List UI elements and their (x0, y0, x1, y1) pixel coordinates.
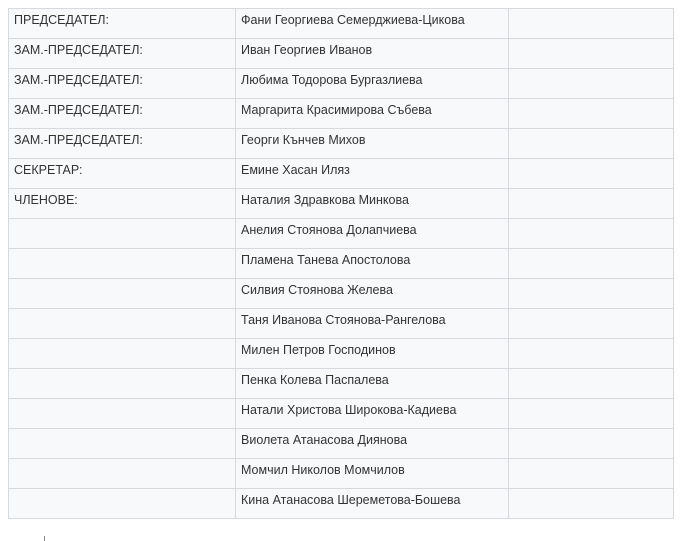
empty-cell (509, 39, 674, 69)
name-cell: Момчил Николов Момчилов (236, 459, 509, 489)
empty-cell (509, 399, 674, 429)
committee-table (8, 8, 674, 519)
role-cell (9, 369, 236, 399)
role-cell (9, 429, 236, 459)
name-cell: Силвия Стоянова Желева (236, 279, 509, 309)
role-cell: ЗАМ.-ПРЕДСЕДАТЕЛ: (9, 129, 236, 159)
role-cell (9, 339, 236, 369)
role-cell: ПРЕДСЕДАТЕЛ: (9, 9, 236, 39)
table-row (9, 39, 674, 69)
role-cell (9, 219, 236, 249)
name-cell: Любима Тодорова Бургазлиева (236, 69, 509, 99)
name-cell: Кина Атанасова Шереметова-Бошева (236, 489, 509, 519)
empty-cell (509, 189, 674, 219)
empty-cell (509, 159, 674, 189)
name-cell: Иван Георгиев Иванов (236, 39, 509, 69)
name-cell: Виолета Атанасова Диянова (236, 429, 509, 459)
role-cell (9, 279, 236, 309)
empty-cell (509, 309, 674, 339)
table-row (9, 369, 674, 399)
empty-cell (509, 339, 674, 369)
name-cell: Фани Георгиева Семерджиева-Цикова (236, 9, 509, 39)
empty-cell (509, 459, 674, 489)
name-cell: Емине Хасан Иляз (236, 159, 509, 189)
table-row (9, 399, 674, 429)
table-row (9, 9, 674, 39)
table-row (9, 159, 674, 189)
table-row (9, 489, 674, 519)
role-cell: ЗАМ.-ПРЕДСЕДАТЕЛ: (9, 99, 236, 129)
role-cell (9, 309, 236, 339)
name-cell: Маргарита Красимирова Събева (236, 99, 509, 129)
empty-cell (509, 129, 674, 159)
table-row (9, 219, 674, 249)
name-cell: Анелия Стоянова Долапчиева (236, 219, 509, 249)
committee-table-body (9, 9, 674, 519)
empty-cell (509, 489, 674, 519)
empty-cell (509, 279, 674, 309)
table-row (9, 309, 674, 339)
role-cell: ЗАМ.-ПРЕДСЕДАТЕЛ: (9, 39, 236, 69)
table-row (9, 429, 674, 459)
name-cell: Георги Кънчев Михов (236, 129, 509, 159)
empty-cell (509, 99, 674, 129)
role-cell (9, 249, 236, 279)
empty-cell (509, 9, 674, 39)
role-cell (9, 459, 236, 489)
table-row (9, 69, 674, 99)
name-cell: Пенка Колева Паспалева (236, 369, 509, 399)
name-cell: Милен Петров Господинов (236, 339, 509, 369)
empty-cell (509, 429, 674, 459)
empty-cell (509, 249, 674, 279)
role-cell (9, 489, 236, 519)
name-cell: Наталия Здравкова Минкова (236, 189, 509, 219)
role-cell: ЗАМ.-ПРЕДСЕДАТЕЛ: (9, 69, 236, 99)
empty-cell (509, 219, 674, 249)
table-row (9, 249, 674, 279)
table-row (9, 129, 674, 159)
table-row (9, 189, 674, 219)
empty-cell (509, 369, 674, 399)
role-cell: ЧЛЕНОВЕ: (9, 189, 236, 219)
name-cell: Таня Иванова Стоянова-Рангелова (236, 309, 509, 339)
table-row (9, 99, 674, 129)
cut-off-text-fragment (44, 536, 48, 541)
table-row (9, 279, 674, 309)
empty-cell (509, 69, 674, 99)
table-row (9, 339, 674, 369)
table-row (9, 459, 674, 489)
role-cell (9, 399, 236, 429)
role-cell: СЕКРЕТАР: (9, 159, 236, 189)
name-cell: Пламена Танева Апостолова (236, 249, 509, 279)
name-cell: Натали Христова Широкова-Кадиева (236, 399, 509, 429)
